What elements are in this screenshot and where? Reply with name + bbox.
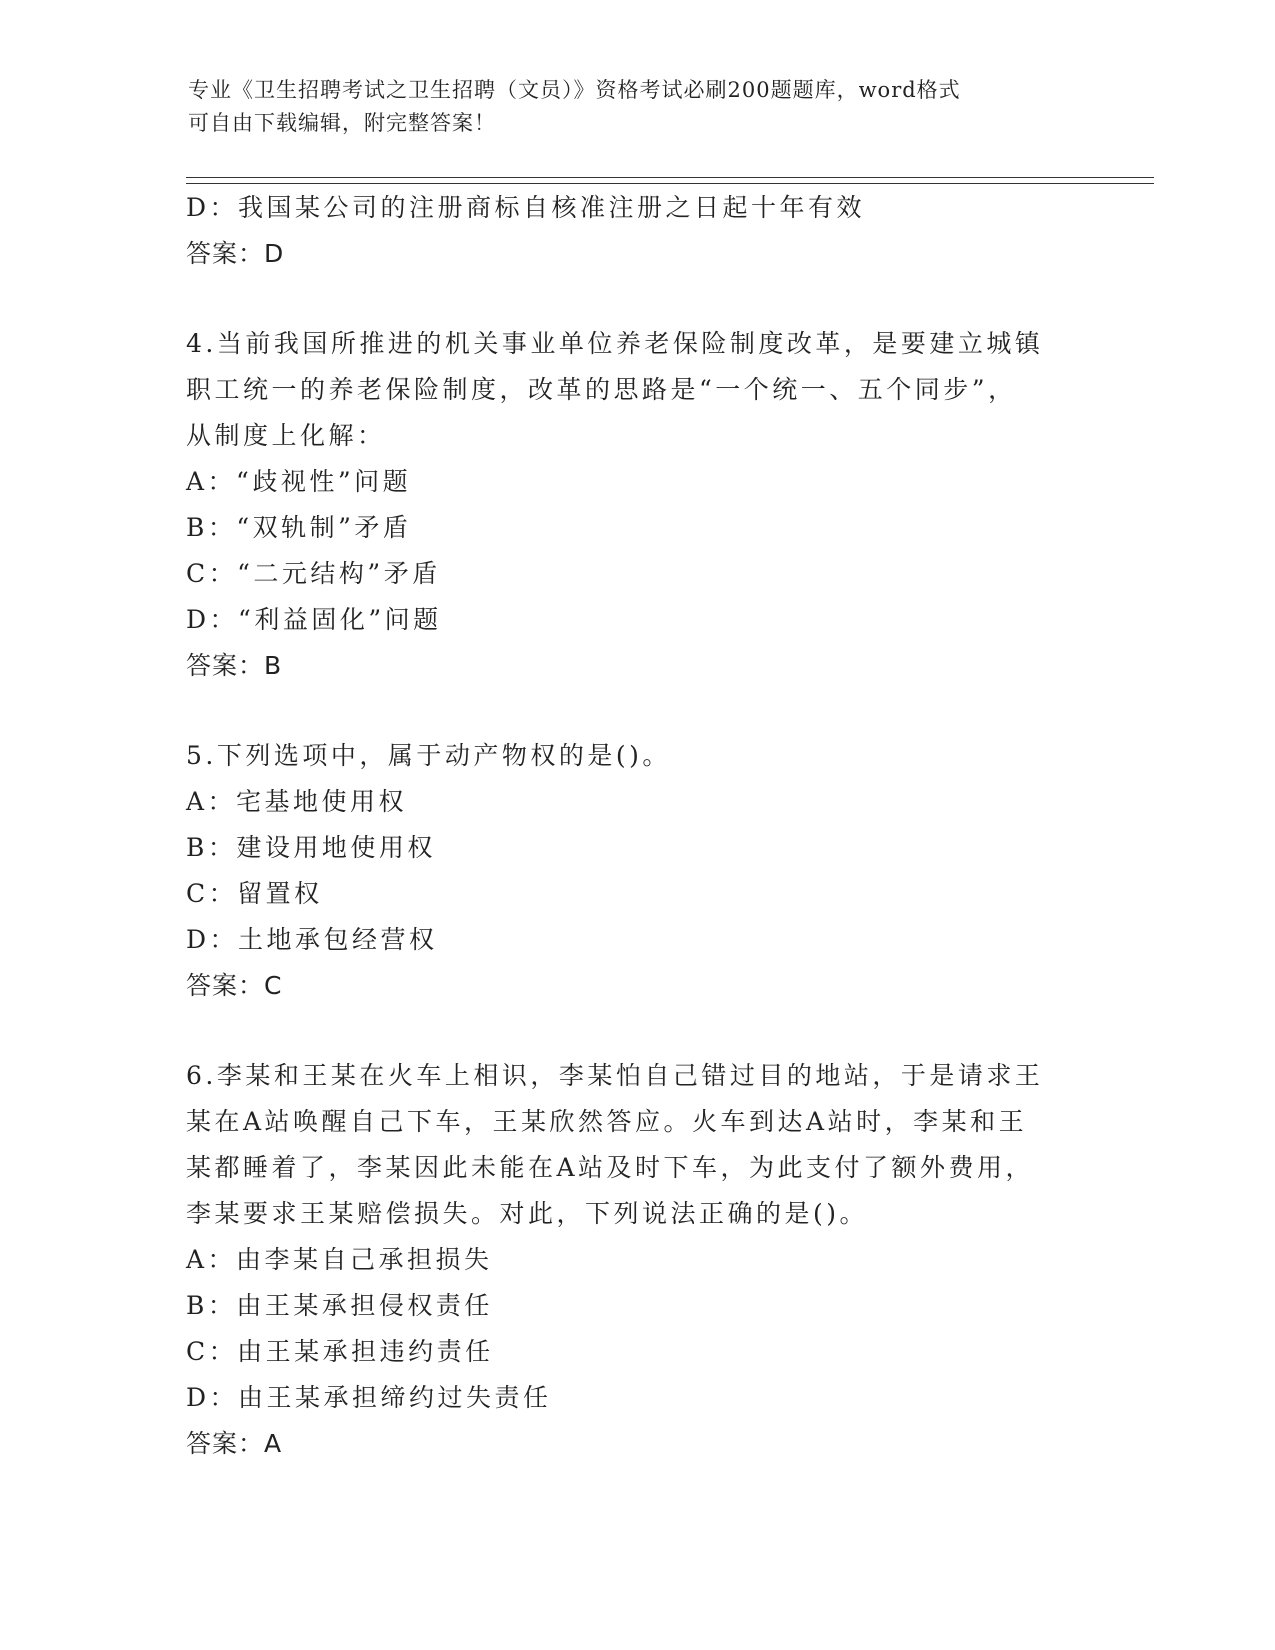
question-block — [186, 185, 1066, 277]
header-line-2: 可自由下载编辑，附完整答案！ — [188, 111, 496, 135]
option-b: B：由王某承担侵权责任 — [186, 1291, 493, 1320]
question-stem-line: 李某要求王某赔偿损失。对此，下列说法正确的是()。 — [186, 1199, 869, 1228]
question-list — [186, 185, 1066, 1467]
option-b: B：“双轨制”矛盾 — [186, 513, 412, 542]
question-block — [186, 733, 1066, 1009]
question-stem-line: 某在A站唤醒自己下车，王某欣然答应。火车到达A站时，李某和王 — [186, 1107, 1028, 1136]
option-d: D：由王某承担缔约过失责任 — [186, 1383, 552, 1412]
header-divider — [186, 177, 1154, 184]
answer-line: 答案：C — [186, 971, 283, 1000]
option-c: C：留置权 — [186, 879, 323, 908]
header-line-1: 专业《卫生招聘考试之卫生招聘（文员）》资格考试必刷200题题库，word格式 — [188, 78, 961, 102]
option-c: C：“二元结构”矛盾 — [186, 559, 441, 588]
option-d: D：“利益固化”问题 — [186, 605, 442, 634]
question-stem-line: 职工统一的养老保险制度，改革的思路是“一个统一、五个同步”， — [186, 375, 1017, 404]
question-stem-line: 某都睡着了，李某因此未能在A站及时下车，为此支付了额外费用， — [186, 1153, 1035, 1182]
question-stem-line: 从制度上化解： — [186, 421, 386, 450]
option-c: C：由王某承担违约责任 — [186, 1337, 494, 1366]
spacer — [186, 277, 1066, 321]
question-block — [186, 1053, 1066, 1467]
option-a: A：宅基地使用权 — [186, 787, 408, 816]
option-d: D：我国某公司的注册商标自核准注册之日起十年有效 — [186, 193, 866, 222]
option-d: D：土地承包经营权 — [186, 925, 438, 954]
question-stem-line: 6.李某和王某在火车上相识，李某怕自己错过目的地站，于是请求王 — [186, 1061, 1044, 1090]
option-b: B：建设用地使用权 — [186, 833, 436, 862]
question-stem-line: 4.当前我国所推进的机关事业单位养老保险制度改革，是要建立城镇 — [186, 329, 1044, 358]
spacer — [186, 689, 1066, 733]
option-a: A：“歧视性”问题 — [186, 467, 412, 496]
answer-line: 答案：D — [186, 239, 285, 268]
option-a: A：由李某自己承担损失 — [186, 1245, 493, 1274]
question-stem-line: 5.下列选项中，属于动产物权的是()。 — [186, 741, 671, 770]
answer-line: 答案：B — [186, 651, 283, 680]
answer-line: 答案：A — [186, 1429, 283, 1458]
page-header — [188, 74, 1068, 140]
question-block — [186, 321, 1066, 689]
spacer — [186, 1009, 1066, 1053]
